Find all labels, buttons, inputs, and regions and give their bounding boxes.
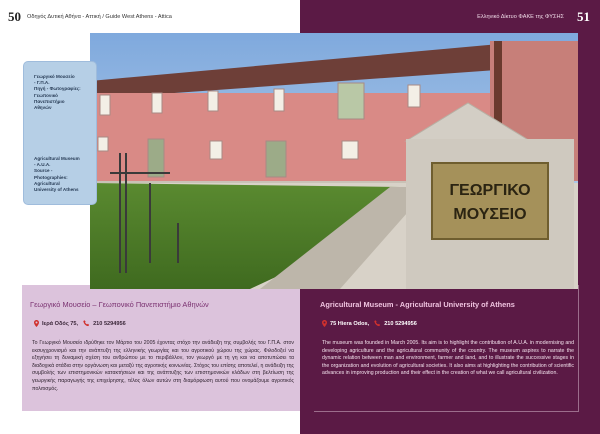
map-pin-icon — [322, 320, 327, 327]
greek-photo-caption: Γεωργικό Μουσείο - Γ.Π.Α. Πηγή - Φωτογραφίες: Γεωπονικό Πανεπιστήμιο Αθηνών — [34, 74, 81, 111]
greek-address-line — [34, 320, 126, 327]
left-running-head: Οδηγός Δυτική Αθήνα - Αττική / Guide West Athens - Attica — [27, 14, 172, 20]
museum-photo — [90, 33, 578, 289]
english-body-text: The museum was founded in March 2005. Its aim is to highlight the contribution of A.U.A. in modernising and developing agriculture and the agricultural community of the country. The museum aspires to narrate the dynamic relation between man and environment, farmer and land, and to illustrate the successive stages in the organization and evolution of agricultural societies. It also aims at highlighting the contribution of scientific advances in improving production and their effect in the creation of what we call agricultural civilization. — [322, 340, 574, 377]
english-address: 75 Hiera Odos, — [330, 320, 370, 327]
english-entry-title: Agricultural Museum - Agricultural University of Athens — [320, 300, 515, 309]
english-photo-caption: Agricultural Museum - A.U.A. Source - Photographies: Agricultural University of Athens — [34, 156, 80, 193]
phone-icon — [83, 320, 90, 327]
greek-entry-title: Γεωργικό Μουσείο – Γεωπονικό Πανεπιστήμιο Αθηνών — [30, 300, 209, 309]
right-running-head: Ελληνικό Δίκτυο ΦΑΚΕ της ΦΥΣΗΣ — [477, 14, 564, 20]
english-phone: 210 5294956 — [384, 320, 417, 327]
right-page-number: 51 — [577, 9, 590, 24]
greek-body-text: Το Γεωργικό Μουσείο ιδρύθηκε τον Μάρτιο του 2005 έχοντας στόχο την ανάδειξη της συμβολής του Γ.Π.Α. στον εκσυγχρονισμό και την ανάπτυξη της ελληνικής γεωργίας και του αγροτικού χώρου της χώρας. Φιλοδοξεί να εξηγήσει τη δυναμική σχέση του ανθρώπου με το περιβάλλον, τον γεωργό με τη γη και να αποτυπώσει τα διαδοχικά στάδια στην οργάνωση και μεταξύ της αγροτικής κοινωνίας. Στόχος του επίσης αποτελεί, η ανάδειξη της συμβολής των επιστημονικών κατακτήσεων και της ανάπτυξης των επιστημονικών κλάδων στη βελτίωση της γεωργικής παραγωγής της επιχείρησης, τέλος όλων αυτών στη διαμόρφωση αυτού που ονομάζουμε αγροτικός πολιτισμός. — [32, 340, 294, 392]
sign-line-2: ΜΟΥΣΕΙΟ — [453, 206, 527, 223]
phone-icon — [374, 320, 381, 327]
museum-sign-plaque — [432, 163, 548, 239]
left-page-number: 50 — [8, 9, 21, 24]
greek-address: Ιερά Οδός 75, — [42, 320, 79, 327]
sign-line-1: ΓΕΩΡΓΙΚΟ — [449, 182, 531, 199]
greek-phone: 210 5294956 — [93, 320, 126, 327]
english-address-line — [322, 320, 417, 327]
museum-photo-illustration — [90, 33, 578, 289]
map-pin-icon — [34, 320, 39, 327]
